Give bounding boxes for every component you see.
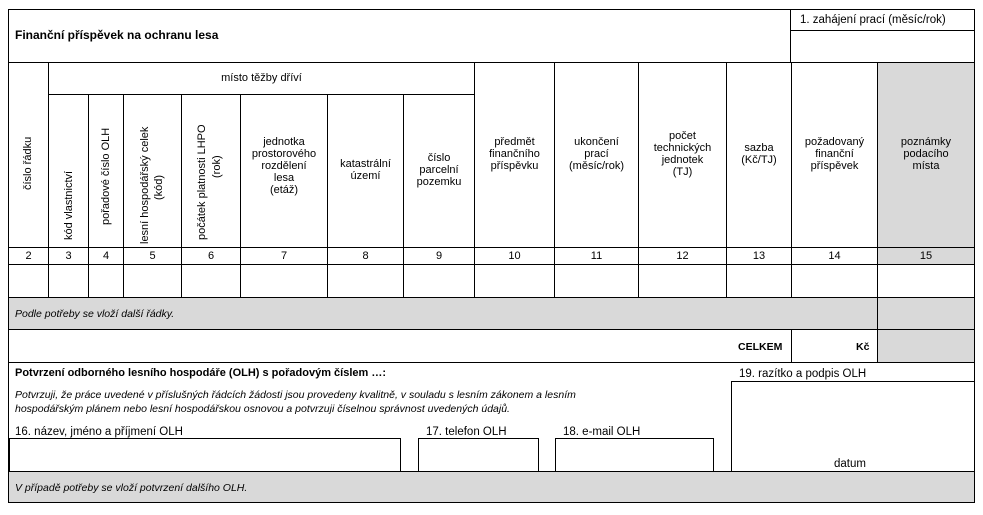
data-cell-7[interactable] — [240, 264, 328, 298]
olh-date-label: datum — [834, 458, 866, 470]
col-number: 5 — [149, 250, 156, 262]
olh-confirmation-text-line1: Potvrzuji, že práce uvedené v příslušných řádcích žádosti jsou provedeny kvalitně, v souladu s lesním zákonem a lesním — [15, 389, 576, 401]
data-cell-14[interactable] — [791, 264, 878, 298]
form-title: Finanční příspěvek na ochranu lesa — [15, 28, 219, 42]
col-4-label: pořadové číslo OLH — [100, 127, 112, 225]
data-cell-15[interactable] — [877, 264, 975, 298]
col-number: 15 — [919, 250, 933, 262]
olh-phone-label: 17. telefon OLH — [426, 426, 507, 438]
data-cell-9[interactable] — [403, 264, 475, 298]
col-12-label: počet technických jednotek (TJ) — [653, 130, 712, 178]
olh-stamp-label: 19. razítko a podpis OLH — [739, 368, 867, 380]
col-number: 3 — [65, 250, 72, 262]
olh-name-label: 16. název, jméno a příjmení OLH — [15, 426, 183, 438]
data-cell-6[interactable] — [181, 264, 241, 298]
olh-confirmation-title: Potvrzení odborného lesního hospodáře (OLH) s pořadovým číslem …: — [15, 367, 386, 379]
col-number: 11 — [590, 250, 603, 262]
col-15-label: poznámky podacího místa — [900, 136, 952, 172]
total-currency: Kč — [856, 341, 870, 353]
data-cell-8[interactable] — [327, 264, 404, 298]
group-header-label: místo těžby dříví — [221, 72, 302, 84]
col-number: 8 — [362, 250, 369, 262]
more-confirmations-note: V případě potřeby se vloží potvrzení dalšího OLH. — [15, 482, 248, 494]
col-3-label: kód vlastnictví — [63, 170, 75, 240]
more-rows-note-col-15 — [877, 297, 975, 330]
more-rows-note: Podle potřeby se vloží další řádky. — [15, 308, 175, 320]
col-7-label: jednotka prostorového rozdělení lesa (etáž) — [251, 136, 317, 196]
olh-email-label: 18. e-mail OLH — [563, 426, 641, 438]
data-cell-10[interactable] — [474, 264, 555, 298]
col-8-label: katastrální území — [340, 158, 391, 182]
header-col-5 — [123, 94, 182, 248]
data-cell-3[interactable] — [48, 264, 89, 298]
start-of-work-field[interactable] — [790, 30, 975, 63]
col-13-label: sazba (Kč/TJ) — [741, 142, 777, 166]
data-cell-4[interactable] — [88, 264, 124, 298]
data-cell-2[interactable] — [8, 264, 49, 298]
col-number: 4 — [102, 250, 110, 262]
col-number: 7 — [280, 250, 288, 262]
total-col-15 — [877, 329, 975, 363]
col-5-label-line1: lesní hospodářský celek — [139, 126, 151, 244]
col-5-label-line2: (kód) — [153, 174, 165, 200]
col-2-label: číslo řádku — [22, 136, 34, 190]
col-9-label: číslo parcelní pozemku — [416, 152, 462, 188]
col-14-label: požadovaný finanční příspěvek — [804, 136, 865, 172]
olh-phone-field[interactable] — [418, 438, 539, 472]
start-of-work-label: 1. zahájení prací (měsíc/rok) — [800, 14, 946, 26]
col-6-label-line2: (rok) — [211, 155, 223, 178]
col-11-label: ukončení prací (měsíc/rok) — [569, 136, 624, 172]
data-cell-12[interactable] — [638, 264, 727, 298]
olh-email-field[interactable] — [555, 438, 714, 472]
col-number: 13 — [752, 250, 766, 262]
col-number: 9 — [435, 250, 443, 262]
data-cell-13[interactable] — [726, 264, 792, 298]
olh-confirmation-text-line2: hospodářským plánem nebo lesní hospodářskou osnovou a potvrzuji číselnou správnost uvedených údajů. — [15, 403, 510, 415]
col-number: 12 — [676, 250, 689, 262]
data-cell-5[interactable] — [123, 264, 182, 298]
total-label: CELKEM — [738, 341, 783, 353]
data-cell-11[interactable] — [554, 264, 639, 298]
col-number: 14 — [828, 250, 841, 262]
col-number: 2 — [25, 250, 32, 262]
col-10-label: předmět finančního příspěvku — [489, 136, 540, 172]
col-number: 10 — [508, 250, 521, 262]
total-row — [8, 329, 792, 363]
olh-name-field[interactable] — [9, 438, 401, 472]
col-6-label-line1: počátek platnosti LHPO — [196, 124, 208, 240]
col-number: 6 — [207, 250, 215, 262]
